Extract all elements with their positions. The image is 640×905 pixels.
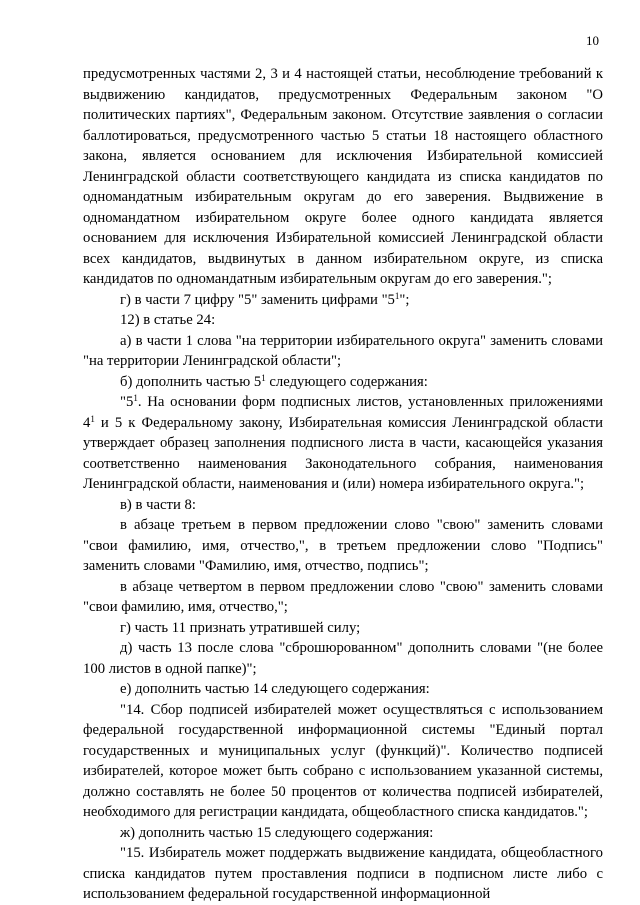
- paragraph-10: г) часть 11 признать утратившей силу;: [120, 619, 361, 636]
- page-number: 10: [586, 33, 599, 48]
- paragraph-4: а) в части 1 слова "на территории избирательного округа" заменить словами "на территории Ленинградской области";: [83, 332, 603, 369]
- paragraph-5: б) дополнить частью $5^1$ следующего содержания:: [120, 372, 428, 390]
- superscript: 1: [133, 393, 138, 403]
- paragraph-7: в) в части 8:: [120, 496, 196, 513]
- paragraph-14: ж) дополнить частью 15 следующего содержания:: [120, 824, 434, 841]
- paragraph-9: в абзаце четвертом в первом предложении слово "свою" заменить словами "свои фамилию, имя, отчество,";: [83, 578, 603, 615]
- paragraph-12: е) дополнить частью 14 следующего содержания:: [120, 681, 430, 697]
- paragraph-3: 12) в статье 24:: [120, 312, 216, 328]
- document-body: [83, 64, 603, 905]
- paragraph-2: г) в части 7 цифру "5" заменить цифрами "$5^1$";: [120, 290, 410, 308]
- paragraph-8: в абзаце третьем в первом предложении слово "свою" заменить словами "свои фамилию, имя, отчество,", в третьем предложении слово "Подпись" заменить словами "Фамилию, имя, отчество, подпись";: [83, 517, 603, 574]
- paragraph-1: предусмотренных частями 2, 3 и 4 настоящей статьи, несоблюдение требований к выдвижению кандидатов, предусмотренных Федеральным законом "О политических партиях", Федеральным законом. Отсутствие заявления о согласии баллотироваться, предусмотренного частью 5 статьи 18 настоящего областного закона, является основанием для исключения Избирательной комиссией Ленинградской области соответствующего кандидата из списка кандидатов по одномандатным избирательным округам до его заверения. Выдвижение в одномандатном избирательном округе более одного кандидата является основанием для исключения Избирательной комиссией Ленинградской области всех кандидатов, выдвинутых в данном избирательном округе, из списка кандидатов по одномандатным избирательным округам до его заверения.";: [83, 66, 603, 287]
- superscript: 1: [261, 372, 266, 383]
- superscript: 1: [394, 290, 400, 301]
- paragraph-6: "$5^1$. На основании форм подписных листов, установленных приложениями $4^1$ и 5 к Федеральному закону, Избирательная комиссия Ленинградской области утверждает образец заполнения подписного листа в части, касающейся указания соответственно наименования Законодательного собрания, наименования Ленинградской области, наименования и (или) номера избирательного округа.";: [83, 393, 603, 492]
- paragraph-11: д) часть 13 после слова "сброшюрованном" дополнить словами "(не более 100 листов в одной папке)";: [83, 640, 603, 677]
- paragraph-15: "15. Избиратель может поддержать выдвижение кандидата, общеобластного списка кандидатов путем проставления подписи в подписном листе либо с использованием федеральной государственной информационной: [83, 845, 603, 902]
- paragraph-13: "14. Сбор подписей избирателей может осуществляться с использованием федеральной государственной информационной системы "Единый портал государственных и муниципальных услуг (функций)". Количество подписей избирателей, которое может быть собрано с использованием указанной системы, должно составлять не более 50 процентов от количества подписей избирателей, необходимого для регистрации кандидата, общеобластного списка кандидатов.";: [83, 701, 603, 820]
- superscript: 1: [90, 413, 95, 424]
